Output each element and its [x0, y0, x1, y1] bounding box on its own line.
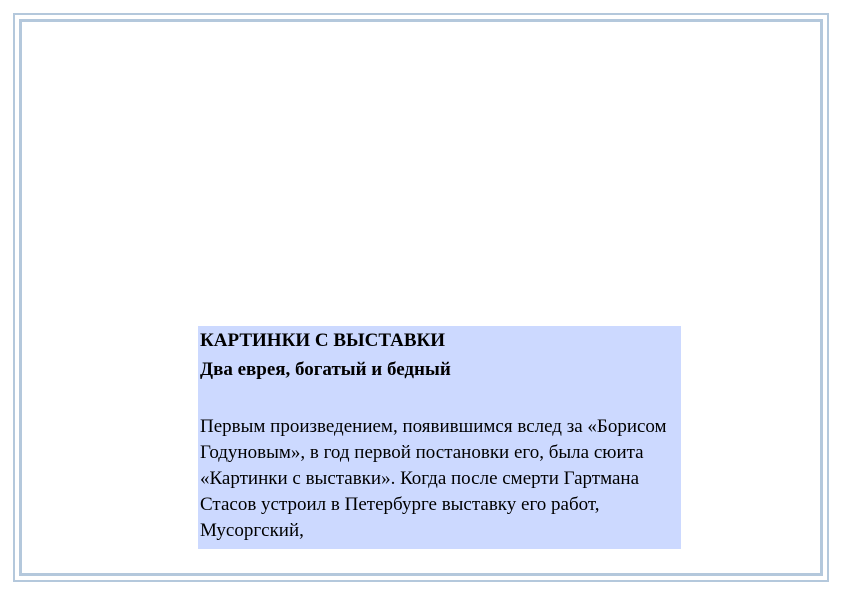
document-subtitle: Два еврея, богатый и бедный [200, 359, 451, 380]
document-title: КАРТИНКИ С ВЫСТАВКИ [200, 330, 446, 351]
document-body: Первым произведением, появившимся вслед за «Борисом Годуновым», в год первой постановки его, была сюита «Картинки с выставки». Когда после смерти Гартмана Стасов устроил в Петербурге выставку его работ, Мусоргский, [200, 416, 667, 541]
text-box [198, 326, 681, 549]
